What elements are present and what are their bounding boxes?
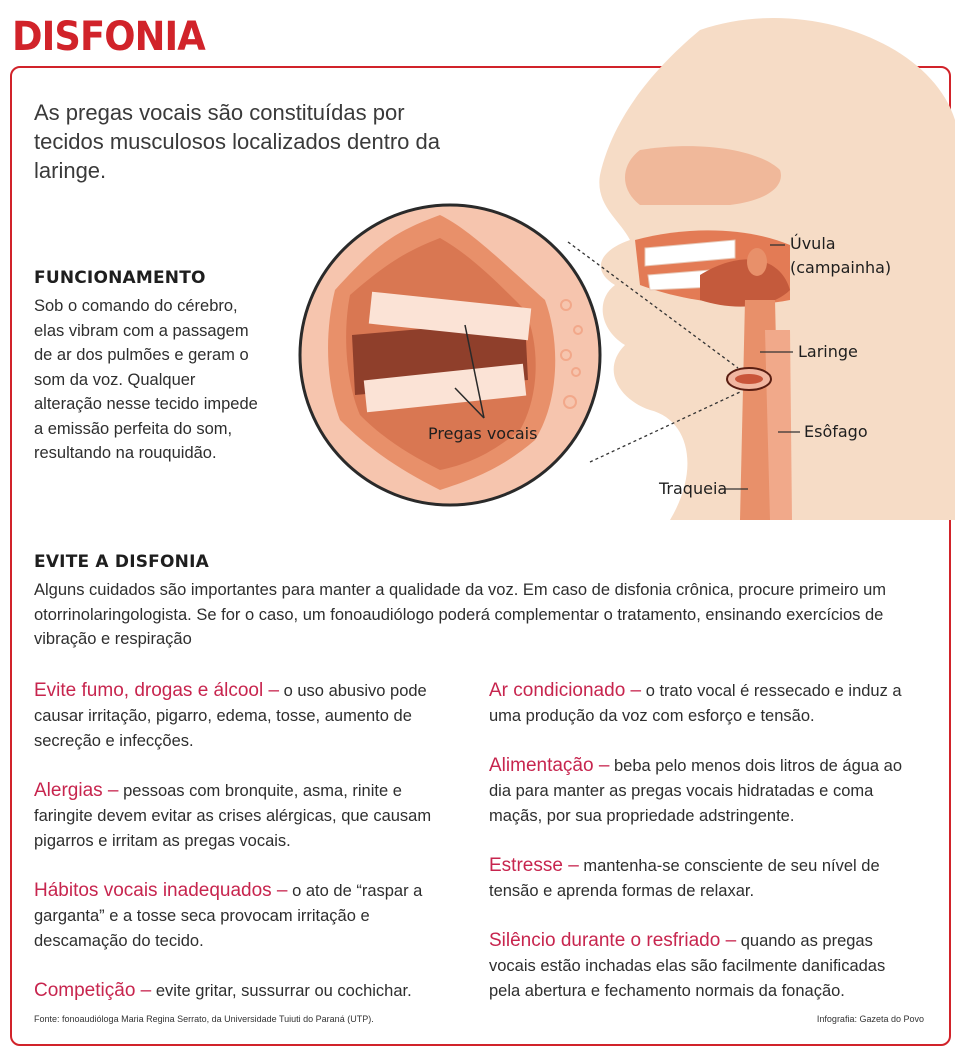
evite-text: Alguns cuidados são importantes para manter a qualidade da voz. Em caso de disfonia crônica, procure primeiro um otorrinolaringologista. Se for o caso, um fonoaudiólogo poderá complementar o tratamento, ensinando exercícios de vibração e respiração <box>34 581 887 648</box>
tip-item <box>34 778 464 854</box>
tip-item <box>489 853 919 904</box>
tip-item <box>489 678 919 729</box>
label-campainha: (campainha) <box>790 258 892 277</box>
tip-lead: Ar condicionado – <box>489 680 642 701</box>
label-traqueia: Traqueia <box>659 479 728 498</box>
tip-text: beba pelo menos dois litros de água ao dia para manter as pregas vocais hidratadas e coma maçãs, por sua propriedade adstringente. <box>489 757 903 825</box>
label-laringe: Laringe <box>798 342 858 361</box>
label-pregas-vocais: Pregas vocais <box>428 424 538 443</box>
tip-lead: Silêncio durante o resfriado – <box>489 930 737 951</box>
tip-lead: Estresse – <box>489 855 579 876</box>
tip-text: evite gritar, sussurrar ou cochichar. <box>155 982 412 1000</box>
page-title: DISFONIA <box>12 14 205 60</box>
tip-item <box>34 978 464 1004</box>
uvula-shape <box>747 248 767 276</box>
tip-item <box>489 928 919 1004</box>
tip-text: pessoas com bronquite, asma, rinite e faringite devem evitar as crises alérgicas, que causam pigarros e irritam as pregas vocais. <box>34 782 432 850</box>
funcionamento-text: Sob o comando do cérebro, elas vibram com a passagem de ar dos pulmões e geram o som da voz. Qualquer alteração nesse tecido impede a emissão perfeita do som, resultando na rouquidão. <box>34 297 258 462</box>
tip-text: mantenha-se consciente de seu nível de tensão e aprenda formas de relaxar. <box>489 857 880 900</box>
tip-lead: Hábitos vocais inadequados – <box>34 880 288 901</box>
tip-lead: Competição – <box>34 980 152 1001</box>
tips-left-column <box>34 678 464 1028</box>
tip-text: o uso abusivo pode causar irritação, pigarro, edema, tosse, aumento de secreção e infecções. <box>34 682 427 750</box>
tip-lead: Alergias – <box>34 780 119 801</box>
footer-credit: Infografia: Gazeta do Povo <box>816 1014 924 1024</box>
tip-item <box>489 753 919 829</box>
label-uvula: Úvula <box>790 234 836 253</box>
tip-text: o ato de “raspar a garganta” e a tosse seca provocam irritação e descamação do tecido. <box>34 882 423 950</box>
tip-item <box>34 678 464 754</box>
tip-text: o trato vocal é ressecado e induz a uma produção da voz com esforço e tensão. <box>489 682 902 725</box>
tip-lead: Evite fumo, drogas e álcool – <box>34 680 280 701</box>
footer-source: Fonte: fonoaudióloga Maria Regina Serrato, da Universidade Tuiuti do Paraná (UTP). <box>34 1014 374 1024</box>
funcionamento-heading: FUNCIONAMENTO <box>34 268 206 288</box>
label-esofago: Esôfago <box>804 422 868 441</box>
tip-lead: Alimentação – <box>489 755 610 776</box>
tips-right-column <box>489 678 919 1028</box>
evite-heading: EVITE A DISFONIA <box>34 552 209 572</box>
tip-item <box>34 878 464 954</box>
tip-text: quando as pregas vocais estão inchadas elas são facilmente danificadas pela abertura e fechamento normais da fonação. <box>489 932 886 1000</box>
intro-text: As pregas vocais são constituídas por tecidos musculosos localizados dentro da laringe. <box>34 100 441 183</box>
